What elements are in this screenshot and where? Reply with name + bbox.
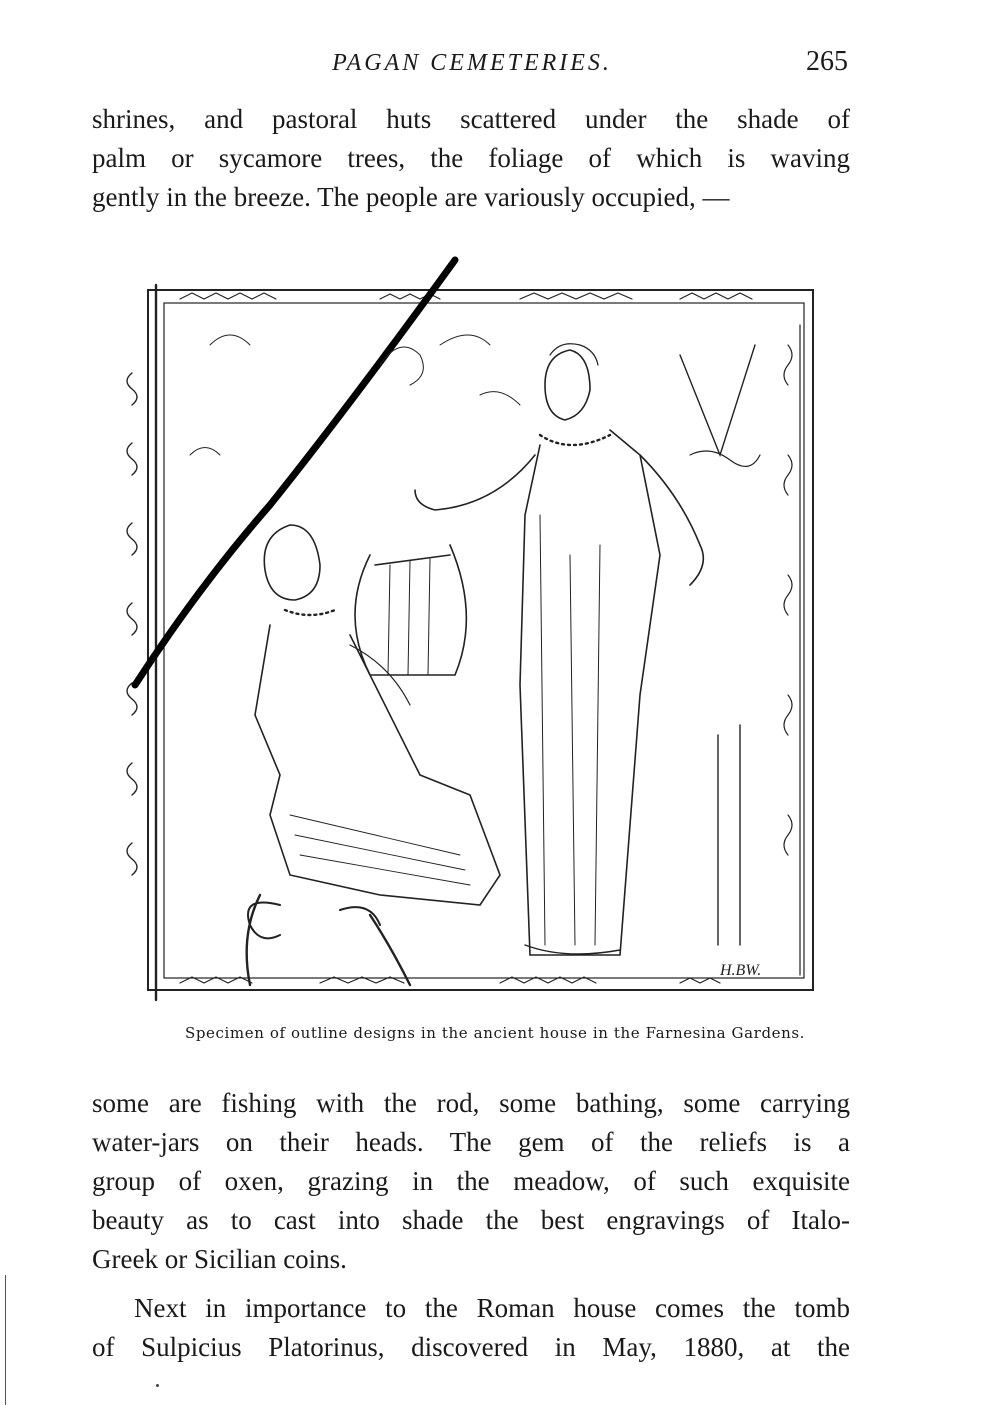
- text-line: water-jars on their heads. The gem of the reliefs is a: [92, 1127, 850, 1157]
- text-line: of Sulpicius Platorinus, discovered in May, 1880, at the: [92, 1332, 850, 1362]
- text-line: beauty as to cast into shade the best engravings of Italo-: [92, 1205, 850, 1235]
- bottom-paragraphs: [92, 1084, 850, 1367]
- text-line: Next in importance to the Roman house comes the tomb: [134, 1293, 850, 1323]
- ink-speck: [156, 1384, 159, 1387]
- figure-caption: Specimen of outline designs in the ancient house in the Farnesina Gardens.: [184, 1024, 806, 1042]
- engraving-drawing: [120, 255, 820, 1005]
- paragraph-continuation: [92, 1084, 850, 1279]
- text-line: gently in the breeze. The people are variously occupied, —: [92, 182, 730, 212]
- paragraph-next: [92, 1289, 850, 1367]
- seated-head: [264, 525, 320, 600]
- standing-head: [545, 350, 590, 420]
- margin-rule: [5, 1275, 7, 1405]
- stool-legs: [247, 895, 410, 985]
- text-line: some are fishing with the rod, some bathing, some carrying: [92, 1088, 850, 1118]
- running-title: PAGAN CEMETERIES.: [332, 50, 612, 76]
- text-line: palm or sycamore trees, the foliage of which is waving: [92, 143, 850, 173]
- text-line: shrines, and pastoral huts scattered under the shade of: [92, 104, 850, 134]
- artist-signature: H.BW.: [720, 962, 762, 979]
- top-paragraph: [92, 100, 850, 217]
- running-head: [92, 44, 852, 84]
- text-line: Greek or Sicilian coins.: [92, 1244, 347, 1274]
- lyre: [355, 545, 466, 675]
- engraving-illustration: [120, 255, 820, 1005]
- page-number: 265: [806, 46, 848, 77]
- text-line: group of oxen, grazing in the meadow, of such exquisite: [92, 1166, 850, 1196]
- frame-inner: [164, 303, 804, 978]
